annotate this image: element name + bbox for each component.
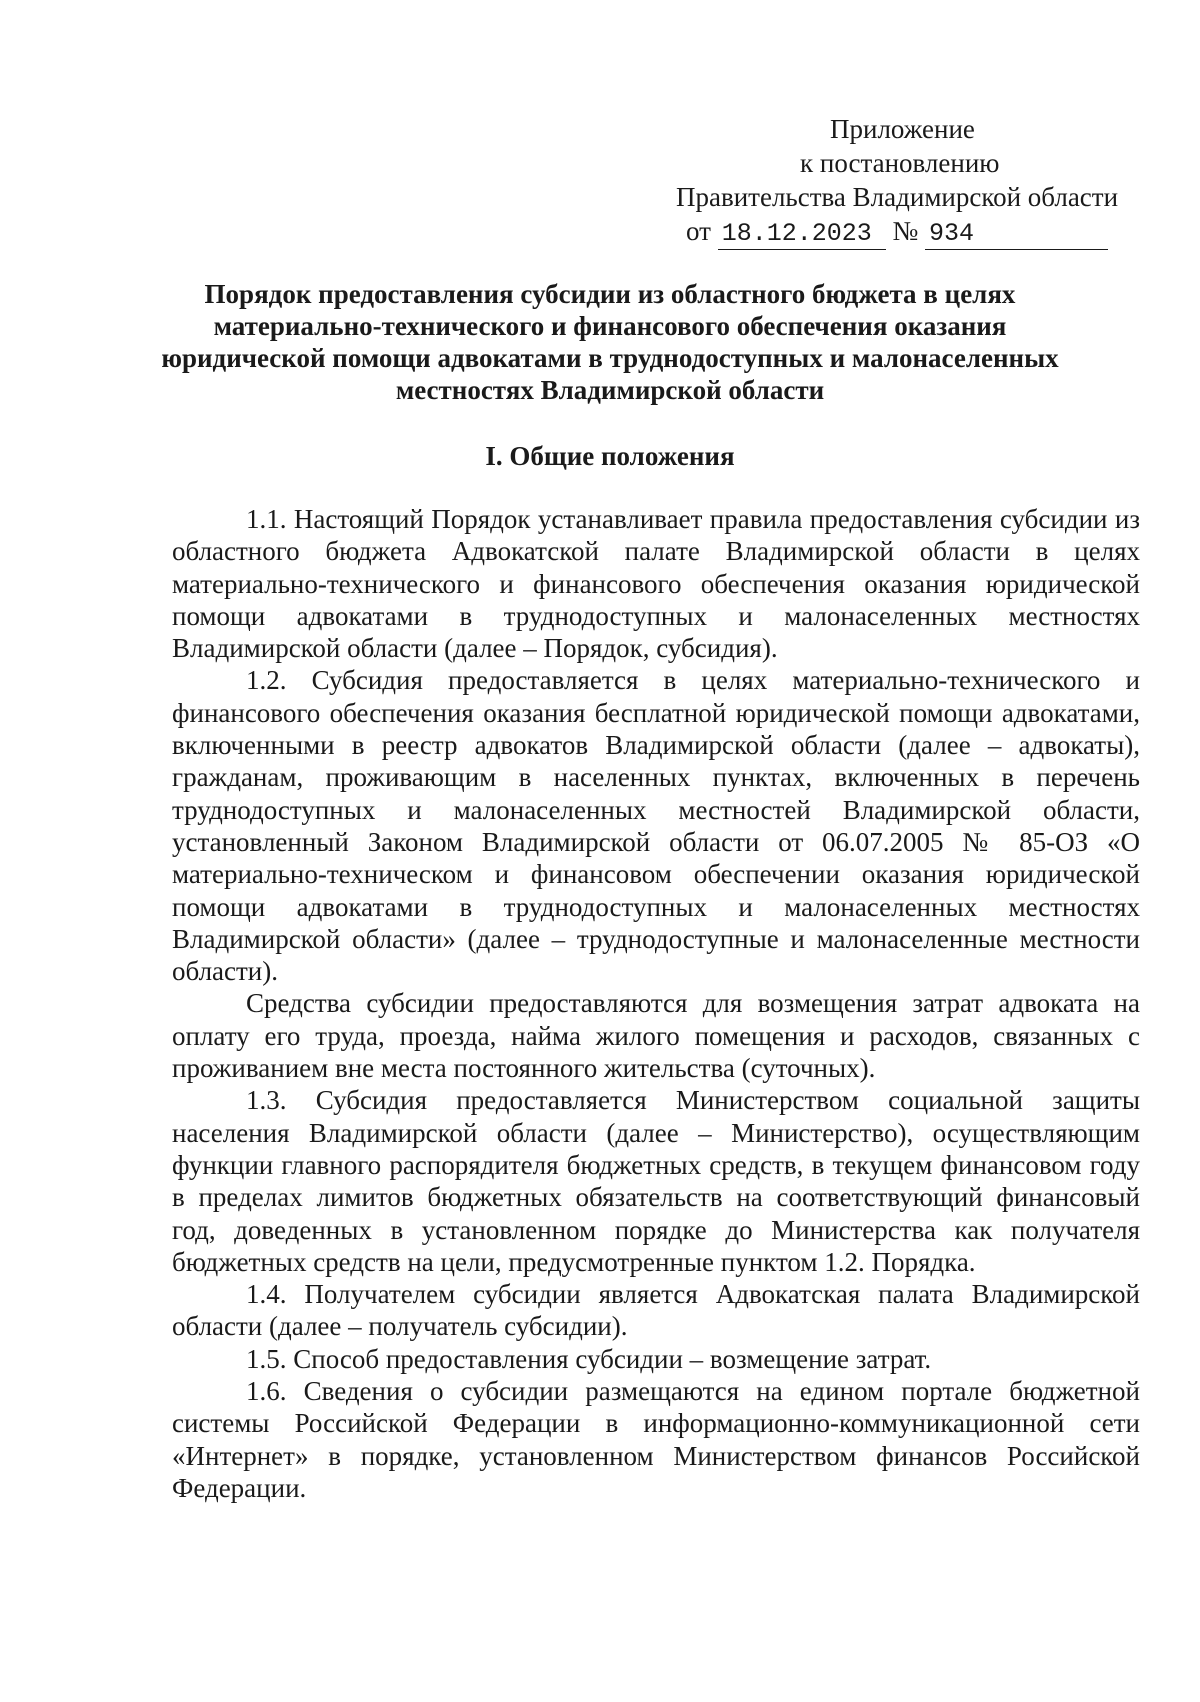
appendix-label: Приложение — [830, 114, 975, 144]
date-prefix: от — [686, 216, 711, 246]
paragraph-1-5: 1.5. Способ предоставления субсидии – возмещение затрат. — [246, 1343, 932, 1374]
number-prefix: № — [892, 216, 919, 246]
appendix-government: Правительства Владимирской области — [676, 182, 1119, 212]
appendix-date-number — [660, 214, 1130, 250]
paragraph-1-6: 1.6. Сведения о субсидии размещаются на едином портале бюджетной системы Российской Федерации в информационно-коммуникационной сети «Интернет» в порядке, установленном Министерством финансов Российской Федерации. — [172, 1376, 1140, 1503]
resolution-number: 934 — [925, 219, 1108, 250]
paragraph-1-4: 1.4. Получателем субсидии является Адвокатская палата Владимирской области (далее – получатель субсидии). — [172, 1279, 1140, 1342]
document-title — [150, 278, 1070, 406]
title-line: Порядок предоставления субсидии из областного бюджета в целях — [204, 279, 1016, 309]
document-body — [172, 503, 1140, 1504]
title-line: местностях Владимирской области — [395, 375, 825, 405]
paragraph-1-3: 1.3. Субсидия предоставляется Министерством социальной защиты населения Владимирской области (далее – Министерство), осуществляющим функции главного распорядителя бюджетных средств, в текущем финансовом году в пределах лимитов бюджетных обязательств на соответствующий финансовый год, доведенных в установленном порядке до Министерства как получателя бюджетных средств на цели, предусмотренные пунктом 1.2. Порядка. — [172, 1085, 1140, 1277]
appendix-resolution: к постановлению — [800, 148, 1000, 178]
resolution-date: 18.12.2023 — [718, 219, 886, 250]
paragraph-1-2: 1.2. Субсидия предоставляется в целях материально-технического и финансового обеспечения оказания бесплатной юридической помощи адвокатами, включенными в реестр адвокатов Владимирской области (далее – адвокаты), гражданам, проживающим в населенных пунктах, включенных в перечень труднодоступных и малонаселенных местностей Владимирской области, установленный Законом Владимирской области от 06.07.2005 № 85-ОЗ «О материально-техническом и финансовом обеспечении оказания юридической помощи адвокатами в труднодоступных и малонаселенных местностях Владимирской области» (далее – труднодоступные и малонаселенные местности области). — [172, 665, 1140, 987]
paragraph-funds: Средства субсидии предоставляются для возмещения затрат адвоката на оплату его труда, проезда, найма жилого помещения и расходов, связанных с проживанием вне места постоянного жительства (суточных). — [172, 988, 1140, 1084]
section-title: I. Общие положения — [485, 441, 735, 471]
appendix-header — [660, 112, 1130, 250]
title-line: юридической помощи адвокатами в труднодоступных и малонаселенных — [161, 343, 1059, 373]
paragraph-1-1: 1.1. Настоящий Порядок устанавливает правила предоставления субсидии из областного бюджета Адвокатской палате Владимирской области в целях материально-технического и финансового обеспечения оказания юридической помощи адвокатами в труднодоступных и малонаселенных местностях Владимирской области (далее – Порядок, субсидия). — [172, 504, 1140, 664]
title-line: материально-технического и финансового обеспечения оказания — [213, 311, 1007, 341]
